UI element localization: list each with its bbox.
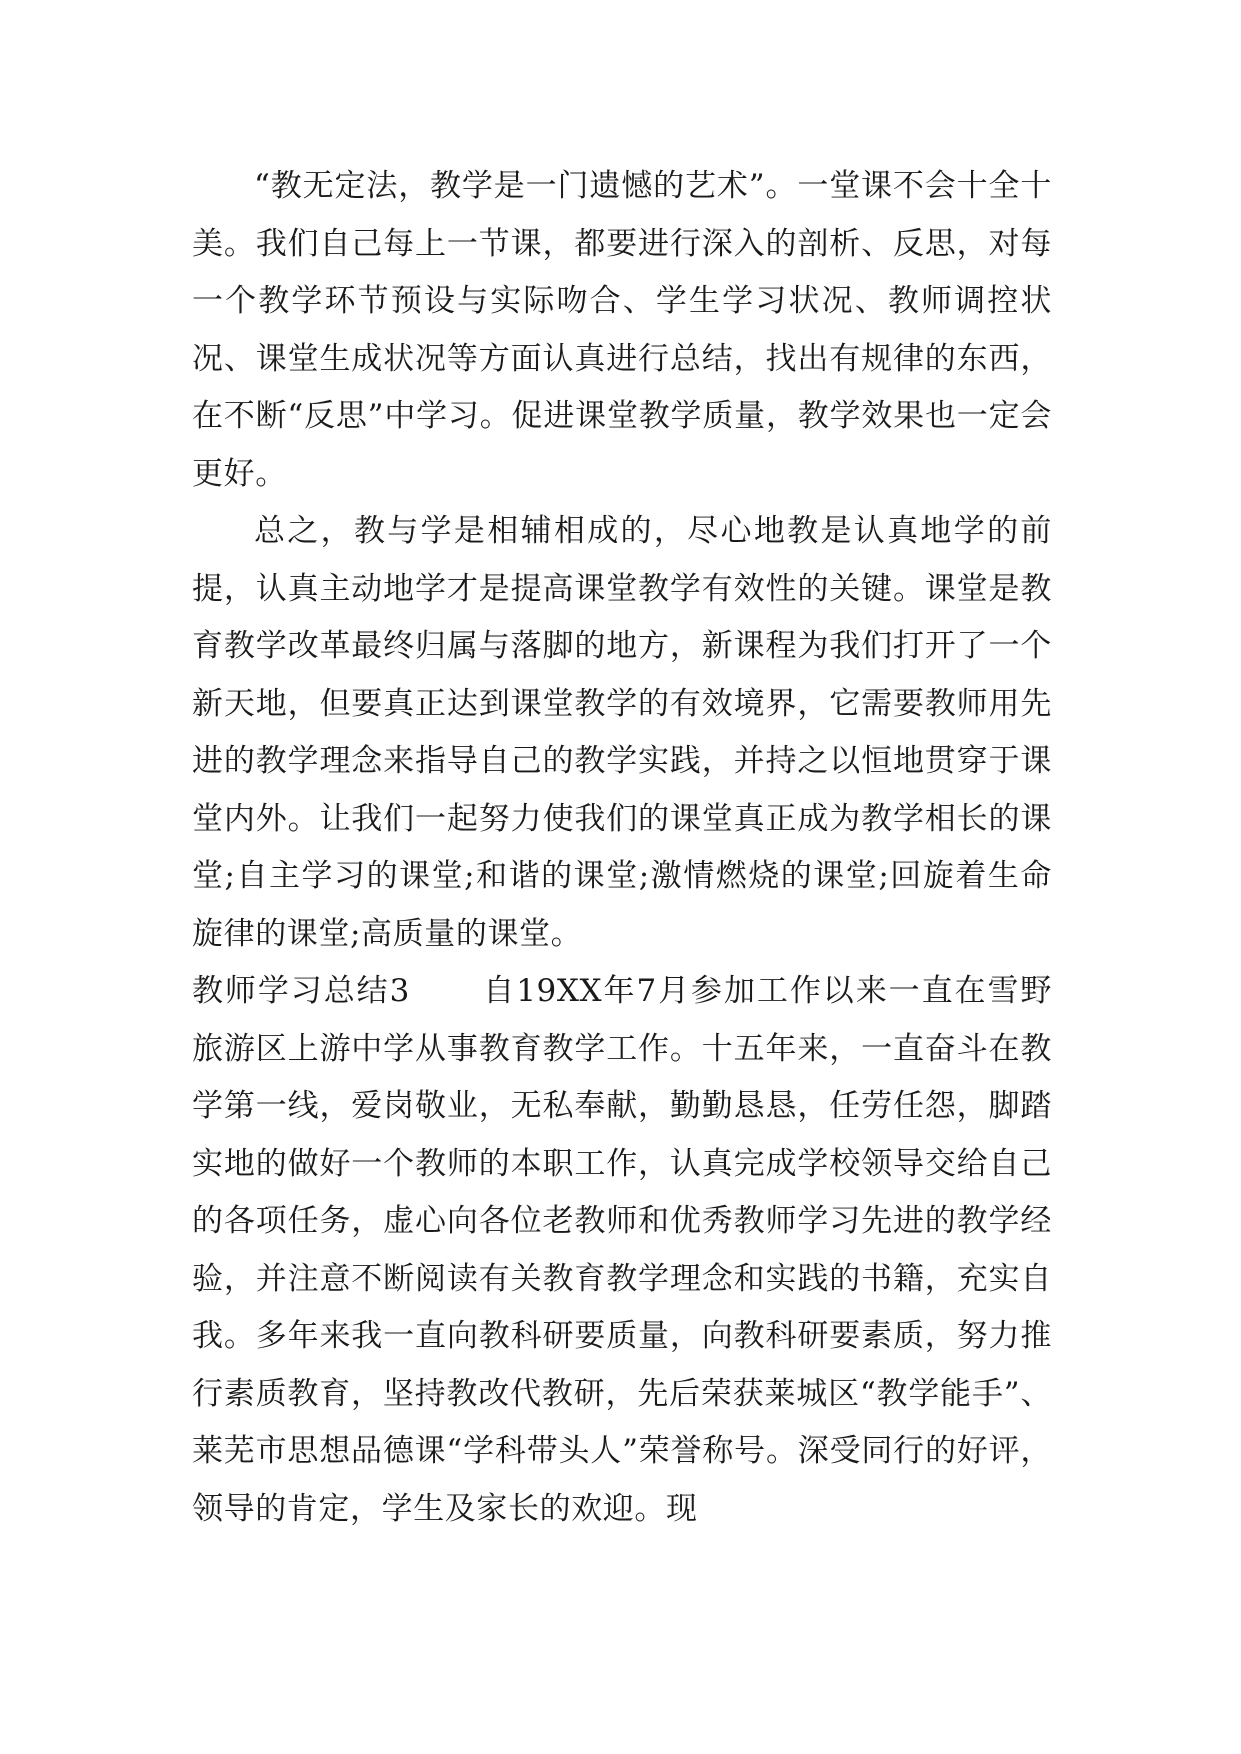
paragraph-conclusion: 总之，教与学是相辅相成的，尽心地教是认真地学的前提，认真主动地学才是提高课堂教学有效性的关键。课堂是教育教学改革最终归属与落脚的地方，新课程为我们打开了一个新天地，但要真正达到课堂教学的有效境界，它需要教师用先进的教学理念来指导自己的教学实践，并持之以恒地贯穿于课堂内外。让我们一起努力使我们的课堂真正成为教学相长的课堂;自主学习的课堂;和谐的课堂;激情燃烧的课堂;回旋着生命旋律的课堂;高质量的课堂。 — [192, 513, 1052, 952]
paragraph-summary-3 — [192, 963, 1052, 1538]
paragraph-reflection: “教无定法，教学是一门遗憾的艺术”。一堂课不会十全十美。我们自己每上一节课，都要进行深入的剖析、反思，对每一个教学环节预设与实际吻合、学生学习状况、教师调控状况、课堂生成状况等方面认真进行总结，找出有规律的东西，在不断“反思”中学习。促进课堂教学质量，教学效果也一定会更好。 — [192, 168, 1052, 492]
paragraph-work-history: 自19XX年7月参加工作以来一直在雪野旅游区上游中学从事教育教学工作。十五年来，一直奋斗在教学第一线，爱岗敬业，无私奉献，勤勤恳恳，任劳任怨，脚踏实地的做好一个教师的本职工作，认真完成学校领导交给自己的各项任务，虚心向各位老教师和优秀教师学习先进的教学经验，并注意不断阅读有关教育教学理念和实践的书籍，充实自我。多年来我一直向教科研要质量，向教科研要素质，努力推行素质教育，坚持教改代教研，先后荣获莱城区“教学能手”、莱芜市思想品德课“学科带头人”荣誉称号。深受同行的好评，领导的肯定，学生及家长的欢迎。现 — [192, 973, 1052, 1527]
document-body — [192, 158, 1052, 1538]
section-heading: 教师学习总结3 — [192, 973, 410, 1009]
